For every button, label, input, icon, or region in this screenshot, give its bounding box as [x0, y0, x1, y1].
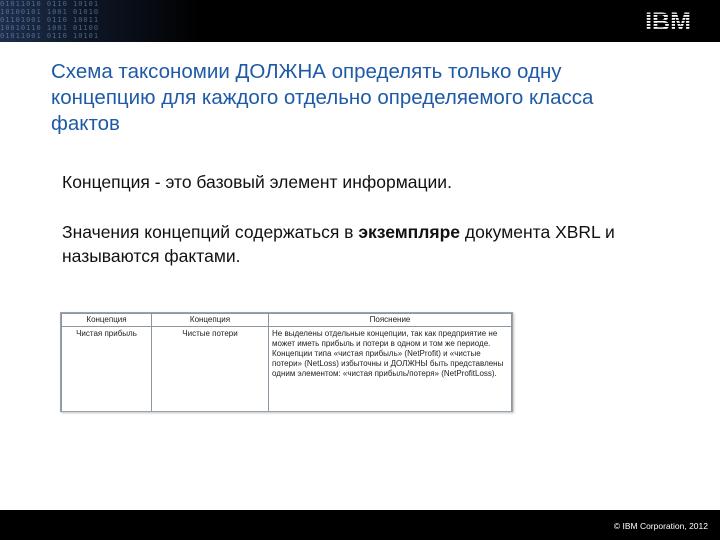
table-header-concept-2: Концепция [152, 314, 269, 327]
table-cell-net-loss: Чистые потери [152, 327, 269, 412]
table-header-explanation: Пояснение [269, 314, 512, 327]
table-cell-net-profit: Чистая прибыль [62, 327, 152, 412]
concept-table [60, 312, 513, 412]
header-banner [0, 0, 720, 42]
svg-text:IBM: IBM [645, 9, 691, 33]
copyright-text: © IBM Corporation, 2012 [613, 521, 708, 531]
concept-definition: Концепция - это базовый элемент информации. [62, 172, 452, 192]
binary-pattern: 01011010 0110 10101 10100101 1001 01010 01101001 0110 10011 10010110 1001 01100 01011001 0110 10101 [0, 0, 100, 40]
footer-bar [0, 510, 720, 540]
table-cell-explanation: Не выделены отдельные концепции, так как предприятие не может иметь прибыль и потери в одном и том же периоде. Концепции типа «чистая прибыль» (NetProfit) и «чистые потери» (NetLoss) избыточны и ДОЛЖНЫ быть представлены одним элементом: «чистая прибыль/потеря» (NetProfitLoss). [269, 327, 512, 412]
bold-term: экземпляре [358, 222, 461, 242]
slide-title: Схема таксономии ДОЛЖНА определять только одну концепцию для каждого отдельно определяемого класса фактов [51, 60, 594, 135]
table-header-row [62, 314, 512, 327]
facts-paragraph: Значения концепций содержаться в экземпляре документа XBRL и называются фактами. [62, 222, 615, 266]
table-header-concept-1: Концепция [62, 314, 152, 327]
ibm-logo [638, 9, 698, 33]
table-row [62, 327, 512, 412]
